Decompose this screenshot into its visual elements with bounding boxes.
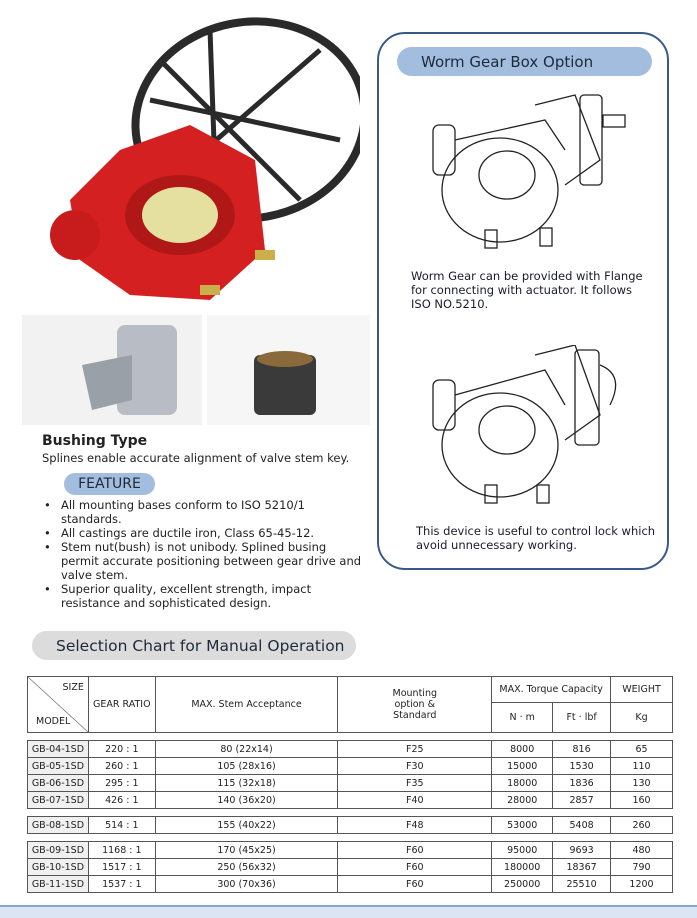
model-cell: GB-10-1SD bbox=[28, 859, 89, 876]
torque-nm-cell: 95000 bbox=[492, 842, 553, 859]
torque-ftlbf-cell: 5408 bbox=[553, 817, 611, 834]
spacer-cell bbox=[28, 733, 673, 741]
gear-ratio-cell: 1517 : 1 bbox=[88, 859, 155, 876]
gear-ratio-cell: 295 : 1 bbox=[88, 775, 155, 792]
model-cell: GB-09-1SD bbox=[28, 842, 89, 859]
model-cell: GB-11-1SD bbox=[28, 876, 89, 893]
gear-ratio-cell: 1537 : 1 bbox=[88, 876, 155, 893]
model-cell: GB-05-1SD bbox=[28, 758, 89, 775]
mounting-header: Mounting option & Standard bbox=[338, 677, 492, 733]
worm-gear-flange-text: Worm Gear can be provided with Flange for connecting with actuator. It follows ISO NO.5210. bbox=[411, 269, 643, 311]
weight-cell: 65 bbox=[611, 741, 673, 758]
stem-cell: 80 (22x14) bbox=[155, 741, 338, 758]
weight-header: WEIGHT bbox=[611, 677, 673, 703]
spacer-cell bbox=[28, 834, 673, 842]
stem-acceptance-header: MAX. Stem Acceptance bbox=[155, 677, 338, 733]
torque-nm-cell: 15000 bbox=[492, 758, 553, 775]
worm-gear-lock-text: This device is useful to control lock which avoid unnecessary working. bbox=[416, 524, 656, 552]
selection-table bbox=[27, 676, 673, 893]
footer-strip bbox=[0, 905, 697, 918]
mounting-cell: F60 bbox=[338, 842, 492, 859]
torque-nm-cell: 180000 bbox=[492, 859, 553, 876]
mounting-cell: F35 bbox=[338, 775, 492, 792]
torque-ftlbf-cell: 9693 bbox=[553, 842, 611, 859]
weight-cell: 160 bbox=[611, 792, 673, 809]
mounting-cell: F48 bbox=[338, 817, 492, 834]
weight-cell: 130 bbox=[611, 775, 673, 792]
table-row bbox=[28, 792, 673, 809]
torque-nm-cell: 28000 bbox=[492, 792, 553, 809]
model-cell: GB-04-1SD bbox=[28, 741, 89, 758]
torque-nm-cell: 250000 bbox=[492, 876, 553, 893]
kg-header: Kg bbox=[611, 703, 673, 733]
feature-label bbox=[64, 473, 155, 495]
model-cell: GB-07-1SD bbox=[28, 792, 89, 809]
stem-cell: 155 (40x22) bbox=[155, 817, 338, 834]
stem-cell: 170 (45x25) bbox=[155, 842, 338, 859]
feature-list bbox=[42, 498, 362, 610]
torque-ftlbf-cell: 816 bbox=[553, 741, 611, 758]
torque-ftlbf-cell: 2857 bbox=[553, 792, 611, 809]
group-spacer bbox=[28, 733, 673, 741]
gear-ratio-cell: 426 : 1 bbox=[88, 792, 155, 809]
torque-ftlbf-cell: 1530 bbox=[553, 758, 611, 775]
gear-ratio-cell: 260 : 1 bbox=[88, 758, 155, 775]
stem-cell: 140 (36x20) bbox=[155, 792, 338, 809]
table-row bbox=[28, 842, 673, 859]
torque-header: MAX. Torque Capacity bbox=[492, 677, 611, 703]
mounting-cell: F30 bbox=[338, 758, 492, 775]
mounting-cell: F60 bbox=[338, 859, 492, 876]
torque-ftlbf-cell: 1836 bbox=[553, 775, 611, 792]
nm-header: N · m bbox=[492, 703, 553, 733]
mounting-cell: F25 bbox=[338, 741, 492, 758]
table-row bbox=[28, 859, 673, 876]
weight-cell: 1200 bbox=[611, 876, 673, 893]
weight-cell: 790 bbox=[611, 859, 673, 876]
bushing-image bbox=[22, 315, 370, 425]
worm-gear-lock-drawing bbox=[425, 345, 635, 520]
gear-ratio-cell: 514 : 1 bbox=[88, 817, 155, 834]
worm-gear-title bbox=[397, 47, 652, 76]
feature-item: • All mounting bases conform to ISO 5210/1 standards. bbox=[42, 498, 362, 526]
bushing-type-title: Bushing Type bbox=[42, 433, 148, 449]
feature-item: • All castings are ductile iron, Class 65-45-12. bbox=[42, 526, 362, 540]
model-cell: GB-08-1SD bbox=[28, 817, 89, 834]
mounting-cell: F60 bbox=[338, 876, 492, 893]
group-spacer bbox=[28, 834, 673, 842]
table-row bbox=[28, 775, 673, 792]
stem-cell: 115 (32x18) bbox=[155, 775, 338, 792]
mounting-cell: F40 bbox=[338, 792, 492, 809]
table-row bbox=[28, 741, 673, 758]
feature-item: • Stem nut(bush) is not unibody. Splined busing permit accurate positioning between gear drive and valve stem. bbox=[42, 540, 362, 582]
worm-gear-title-text: Worm Gear Box Option bbox=[421, 52, 594, 71]
stem-cell: 105 (28x16) bbox=[155, 758, 338, 775]
weight-cell: 480 bbox=[611, 842, 673, 859]
weight-cell: 260 bbox=[611, 817, 673, 834]
gear-ratio-cell: 220 : 1 bbox=[88, 741, 155, 758]
selection-chart-title bbox=[32, 631, 356, 660]
gear-ratio-cell: 1168 : 1 bbox=[88, 842, 155, 859]
model-header: MODEL bbox=[36, 716, 71, 727]
torque-nm-cell: 8000 bbox=[492, 741, 553, 758]
stem-cell: 300 (70x36) bbox=[155, 876, 338, 893]
table-row bbox=[28, 817, 673, 834]
stem-cell: 250 (56x32) bbox=[155, 859, 338, 876]
size-header: SIZE bbox=[62, 682, 84, 693]
torque-ftlbf-cell: 25510 bbox=[553, 876, 611, 893]
bushing-type-description: Splines enable accurate alignment of valve stem key. bbox=[42, 451, 350, 465]
model-cell: GB-06-1SD bbox=[28, 775, 89, 792]
torque-nm-cell: 18000 bbox=[492, 775, 553, 792]
group-spacer bbox=[28, 809, 673, 817]
table-row bbox=[28, 876, 673, 893]
feature-label-text: FEATURE bbox=[78, 476, 141, 492]
gear-ratio-header: GEAR RATIO bbox=[88, 677, 155, 733]
worm-gear-flange-drawing bbox=[425, 90, 635, 260]
spacer-cell bbox=[28, 809, 673, 817]
gearbox-product-image bbox=[40, 10, 360, 310]
ftlbf-header: Ft · lbf bbox=[553, 703, 611, 733]
torque-ftlbf-cell: 18367 bbox=[553, 859, 611, 876]
selection-chart-title-text: Selection Chart for Manual Operation bbox=[56, 636, 345, 655]
weight-cell: 110 bbox=[611, 758, 673, 775]
feature-item: • Superior quality, excellent strength, impact resistance and sophisticated design. bbox=[42, 582, 362, 610]
size-model-header bbox=[28, 677, 89, 733]
torque-nm-cell: 53000 bbox=[492, 817, 553, 834]
table-row bbox=[28, 758, 673, 775]
